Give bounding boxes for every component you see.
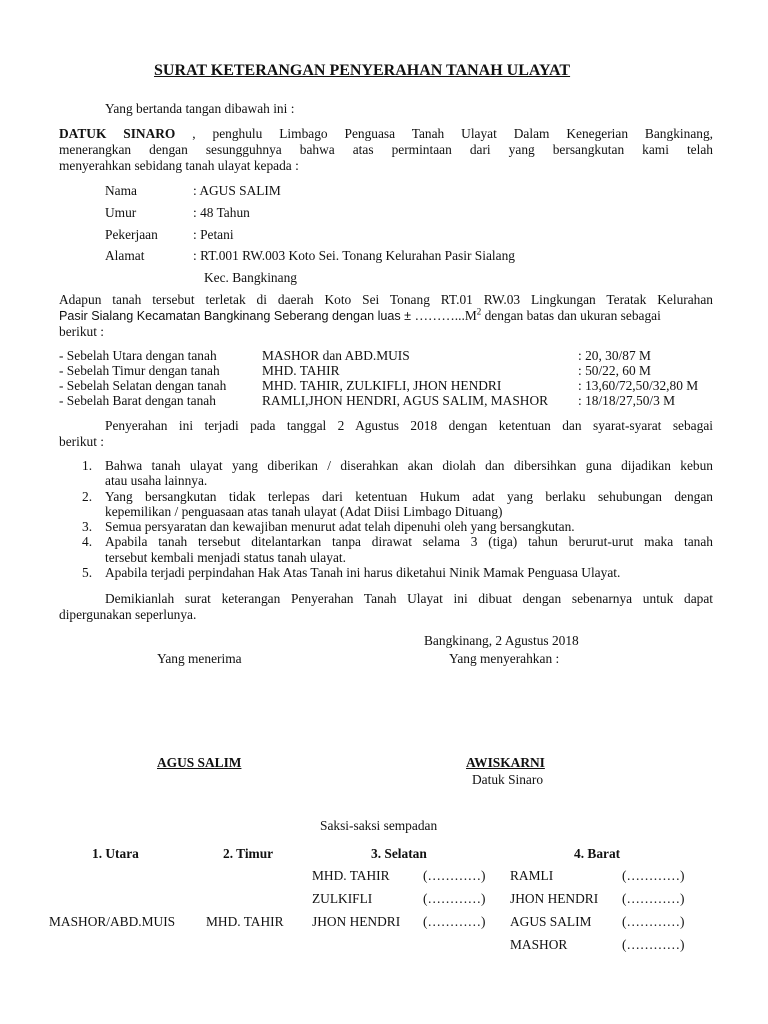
condition-number: 3. <box>82 519 93 534</box>
border-owner-barat: RAMLI,JHON HENDRI, AGUS SALIM, MASHOR <box>262 393 549 408</box>
para1-line2: menerangkan dengan sesungguhnya bahwa atas permintaan dari yang bersangkutan kami telah <box>59 142 713 157</box>
giver-name: AWISKARNI <box>466 755 545 770</box>
condition-number: 1. <box>82 458 93 473</box>
border-size-barat: : 18/18/27,50/3 M <box>578 393 676 408</box>
condition-1-line2: atau usaha lainnya. <box>105 473 208 488</box>
witness-header-barat: 4. Barat <box>574 846 621 861</box>
condition-3-line1: Semua persyaratan dan kewajiban menurut adat telah dipenuhi oleh yang bersangkutan. <box>105 519 575 534</box>
border-side-barat: - Sebelah Barat dengan tanah <box>59 393 216 408</box>
place-date: Bangkinang, 2 Agustus 2018 <box>424 633 579 648</box>
condition-2-line2: kepemilikan / penguasaan atas tanah ulayat (Adat Diisi Limbago Dituang) <box>105 504 503 519</box>
border-side-timur: - Sebelah Timur dengan tanah <box>59 363 220 378</box>
witness-selatan-name: JHON HENDRI <box>312 914 401 929</box>
border-size-timur: : 50/22, 60 M <box>578 363 651 378</box>
document-title: SURAT KETERANGAN PENYERAHAN TANAH ULAYAT <box>154 62 571 79</box>
location-line1: Adapun tanah tersebut terletak di daerah Koto Sei Tonang RT.01 RW.03 Lingkungan Teratak Kelurahan <box>59 292 713 307</box>
witness-selatan-signature: (…………) <box>423 891 486 906</box>
identity-label-umur: Umur <box>105 205 137 220</box>
receiver-name: AGUS SALIM <box>157 755 242 770</box>
witness-barat-name: RAMLI <box>510 868 554 883</box>
area-superscript: 2 <box>476 306 482 317</box>
border-side-utara: - Sebelah Utara dengan tanah <box>59 348 217 363</box>
identity-label-pekerjaan: Pekerjaan <box>105 227 158 242</box>
witness-barat-name: AGUS SALIM <box>510 914 592 929</box>
giver-label: Yang menyerahkan : <box>449 651 560 666</box>
location-line3: berikut : <box>59 324 104 339</box>
witness-selatan-name: MHD. TAHIR <box>312 868 390 883</box>
condition-number: 4. <box>82 534 93 549</box>
condition-5-line1: Apabila terjadi perpindahan Hak Atas Tanah ini harus diketahui Ninik Mamak Penguasa Ulayat. <box>105 565 621 580</box>
witness-selatan-signature: (…………) <box>423 868 486 883</box>
witness-barat-signature: (…………) <box>622 891 685 906</box>
witness-barat-signature: (…………) <box>622 868 685 883</box>
witness-header-utara: 1. Utara <box>92 846 139 861</box>
location-line2-end: dengan batas dan ukuran sebagai <box>481 308 661 323</box>
witness-title: Saksi-saksi sempadan <box>320 818 438 833</box>
identity-label-alamat: Alamat <box>105 248 145 263</box>
identity-label-nama: Nama <box>105 183 137 198</box>
border-owner-selatan: MHD. TAHIR, ZULKIFLI, JHON HENDRI <box>262 378 502 393</box>
area-unit: ..M <box>458 308 477 323</box>
receiver-label: Yang menerima <box>157 651 242 666</box>
witness-selatan-name: ZULKIFLI <box>312 891 373 906</box>
witness-timur-name: MHD. TAHIR <box>206 914 284 929</box>
witness-utara-name: MASHOR/ABD.MUIS <box>49 914 176 929</box>
handover-line1: Penyerahan ini terjadi pada tanggal 2 Agustus 2018 dengan ketentuan dan syarat-syarat sebagai <box>105 418 713 433</box>
handover-line2: berikut : <box>59 434 104 449</box>
border-owner-timur: MHD. TAHIR <box>262 363 340 378</box>
para1-line3: menyerahkan sebidang tanah ulayat kepada : <box>59 158 299 173</box>
para1-line1-text: , penghulu Limbago Penguasa Tanah Ulayat Dalam Kenegerian Bangkinang, <box>192 126 713 141</box>
witness-header-timur: 2. Timur <box>223 846 274 861</box>
condition-4-line1: Apabila tanah tersebut ditelantarkan tanpa dirawat selama 3 (tiga) tahun berurut-urut maka tanah <box>105 534 713 549</box>
closing-line2: dipergunakan seperlunya. <box>59 607 197 622</box>
intro-line: Yang bertanda tangan dibawah ini : <box>105 101 295 116</box>
witness-barat-name: MASHOR <box>510 937 568 952</box>
location-line2 <box>59 308 661 324</box>
condition-4-line2: tersebut kembali menjadi status tanah ulayat. <box>105 550 346 565</box>
area-dots: ………. <box>414 308 459 323</box>
identity-value-alamat: : RT.001 RW.003 Koto Sei. Tonang Kelurahan Pasir Sialang <box>193 248 515 263</box>
border-size-selatan: : 13,60/72,50/32,80 M <box>578 378 699 393</box>
witness-header-selatan: 3. Selatan <box>371 846 427 861</box>
alamat-continuation: Kec. Bangkinang <box>204 270 297 285</box>
witness-barat-signature: (…………) <box>622 937 685 952</box>
identity-value-nama: : AGUS SALIM <box>193 183 281 198</box>
condition-2-line1: Yang bersangkutan tidak terlepas dari ketentuan Hukum adat yang berlaku sehubungan dengan <box>105 489 713 504</box>
witness-selatan-signature: (…………) <box>423 914 486 929</box>
para1-line1 <box>59 126 713 141</box>
datuk-name: DATUK SINARO <box>59 126 176 141</box>
location-line2-text: Pasir Sialang Kecamatan Bangkinang Seberang dengan luas ± <box>59 309 415 323</box>
identity-value-pekerjaan: : Petani <box>193 227 234 242</box>
closing-line1: Demikianlah surat keterangan Penyerahan Tanah Ulayat ini dibuat dengan sebenarnya untuk dapat <box>105 591 713 606</box>
witness-barat-name: JHON HENDRI <box>510 891 599 906</box>
condition-number: 5. <box>82 565 93 580</box>
condition-1-line1: Bahwa tanah ulayat yang diberikan / diserahkan akan diolah dan dibersihkan guna dijadikan kebun <box>105 458 713 473</box>
identity-value-umur: : 48 Tahun <box>193 205 250 220</box>
condition-number: 2. <box>82 489 93 504</box>
border-owner-utara: MASHOR dan ABD.MUIS <box>262 348 410 363</box>
witness-barat-signature: (…………) <box>622 914 685 929</box>
border-size-utara: : 20, 30/87 M <box>578 348 651 363</box>
giver-title: Datuk Sinaro <box>472 772 544 787</box>
border-side-selatan: - Sebelah Selatan dengan tanah <box>59 378 227 393</box>
